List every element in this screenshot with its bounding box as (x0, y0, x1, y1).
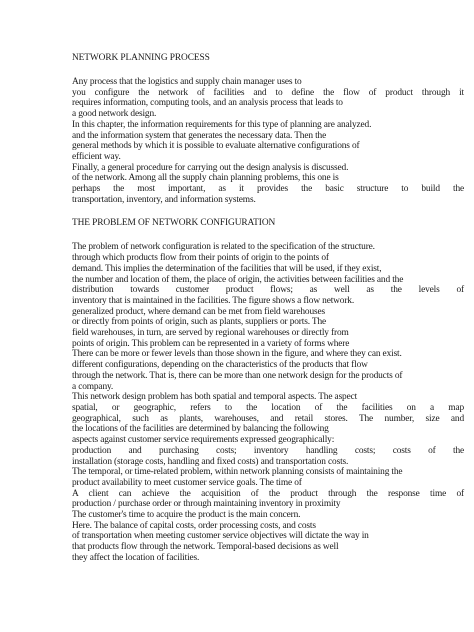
paragraph-network-configuration-body (72, 242, 464, 563)
text-line: There can be more or fewer levels than those shown in the figure, and where they can exist. (72, 349, 402, 360)
heading-problem-of-network-configuration: THE PROBLEM OF NETWORK CONFIGURATION (72, 218, 276, 229)
text-line: geographical, such as plants, warehouses, and retail stores. The number, size and (72, 413, 464, 424)
text-line: Here. The balance of capital costs, order processing costs, and costs (72, 520, 316, 531)
text-line: and the information system that generates the necessary data. Then the (72, 130, 327, 141)
text-line: general methods by which it is possible to evaluate alternative configurations of (72, 141, 360, 152)
text-line: spatial, or geographic, refers to the location of the facilities on a map (72, 402, 464, 413)
text-line: aspects against customer service requirements expressed geographically: (72, 435, 335, 446)
text-line: different configurations, depending on the characteristics of the products that flow (72, 360, 368, 371)
text-line: that products flow through the network. Temporal-based decisions as well (72, 542, 339, 553)
text-line: In this chapter, the information requirements for this type of planning are analyzed. (72, 119, 372, 130)
text-line: the number and location of them, the place of origin, the activities between facilities and the (72, 274, 404, 285)
text-line: a company. (72, 381, 114, 392)
document-page (72, 52, 464, 564)
text-line: through which products flow from their points of origin to the points of (72, 253, 329, 264)
text-line: installation (storage costs, handling and fixed costs) and transportation costs. (72, 456, 349, 467)
text-line: a good network design. (72, 109, 157, 120)
text-line: points of origin. This problem can be represented in a variety of forms where (72, 338, 350, 349)
text-line: This network design problem has both spatial and temporal aspects. The aspect (72, 392, 358, 403)
text-line: Any process that the logistics and supply chain manager uses to (72, 77, 302, 87)
text-line: through the network. That is, there can be more than one network design for the products of (72, 370, 403, 381)
text-line: they affect the location of facilities. (72, 552, 200, 563)
text-line: demand. This implies the determination of the facilities that will be used, if they exist, (72, 263, 382, 274)
text-line: Finally, a general procedure for carrying out the design analysis is discussed. (72, 162, 349, 173)
text-line: of transportation when meeting customer service objectives will dictate the way in (72, 531, 369, 542)
paragraph-network-planning-intro (72, 77, 464, 205)
text-line: of the network. Among all the supply chain planning problems, this one is (72, 173, 339, 184)
text-line: production / purchase order or through maintaining inventory in proximity (72, 499, 341, 510)
text-line: efficient way. (72, 151, 121, 162)
text-line: product availability to meet customer service goals. The time of (72, 477, 302, 488)
text-line: you configure the network of facilities and to define the flow of product through it (72, 87, 464, 98)
text-line: The customer's time to acquire the product is the main concern. (72, 510, 301, 521)
text-line: transportation, inventory, and information systems. (72, 194, 256, 205)
text-line: field warehouses, in turn, are served by regional warehouses or directly from (72, 328, 349, 339)
text-line: generalized product, where demand can be met from field warehouses (72, 306, 326, 317)
text-line: The problem of network configuration is related to the specification of the structure. (72, 242, 375, 253)
text-line: perhaps the most important, as it provides the basic structure to build the (72, 184, 464, 195)
heading-network-planning-process: NETWORK PLANNING PROCESS (72, 53, 210, 63)
text-line: production and purchasing costs; inventory handling costs; costs of the (72, 445, 464, 456)
text-line: The temporal, or time-related problem, within network planning consists of maintaining the (72, 467, 403, 478)
text-line: inventory that is maintained in the facilities. The figure shows a flow network. (72, 295, 355, 306)
text-line: A client can achieve the acquisition of the product through the response time of (72, 488, 464, 499)
text-line: distribution towards customer product flows; as well as the levels of (72, 285, 464, 296)
text-line: requires information, computing tools, and an analysis process that leads to (72, 98, 343, 109)
text-line: the locations of the facilities are determined by balancing the following (72, 424, 329, 435)
text-line: or directly from points of origin, such as plants, suppliers or ports. The (72, 317, 327, 328)
